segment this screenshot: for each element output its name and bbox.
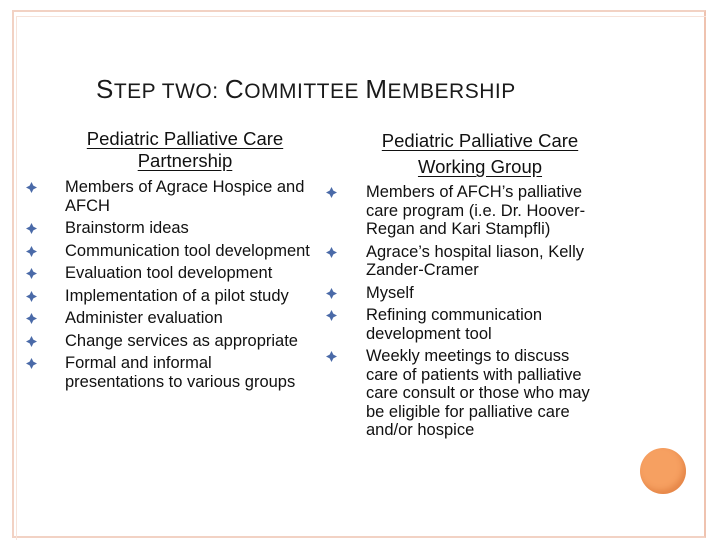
list-item: Formal and informal presentations to various groups	[22, 354, 312, 391]
list-item: Myself	[322, 284, 597, 303]
list-item: Weekly meetings to discuss care of patients with palliative care consult or those who may be eligible for palliative care and/or hospice	[322, 347, 597, 440]
left-column-heading: Pediatric Palliative Care Partnership	[86, 128, 284, 171]
diamond-bullet-icon	[26, 358, 37, 369]
list-item: Communication tool development	[22, 242, 312, 261]
list-item: Agrace’s hospital liason, Kelly Zander-Cramer	[322, 243, 597, 280]
left-bullet-list	[22, 178, 312, 395]
list-item: Members of AFCH’s palliative care program (i.e. Dr. Hoover-Regan and Kari Stampfli)	[322, 183, 597, 239]
diamond-bullet-icon	[326, 187, 337, 198]
diamond-bullet-icon	[26, 268, 37, 279]
right-bullet-list	[322, 183, 597, 444]
list-item: Implementation of a pilot study	[22, 287, 312, 306]
diamond-bullet-icon	[26, 291, 37, 302]
orange-circle-icon	[640, 448, 686, 494]
diamond-bullet-icon	[326, 288, 337, 299]
diamond-bullet-icon	[26, 223, 37, 234]
slide-title: STEP TWO: COMMITTEE MEMBERSHIP	[96, 74, 516, 104]
diamond-bullet-icon	[26, 182, 37, 193]
list-item: Administer evaluation	[22, 309, 312, 328]
right-column-heading: Pediatric Palliative Care Working Group	[381, 130, 579, 177]
list-item: Brainstorm ideas	[22, 219, 312, 238]
list-item: Members of Agrace Hospice and AFCH	[22, 178, 312, 215]
diamond-bullet-icon	[26, 313, 37, 324]
list-item: Evaluation tool development	[22, 264, 312, 283]
diamond-bullet-icon	[326, 310, 337, 321]
list-item: Refining communication development tool	[322, 306, 597, 343]
diamond-bullet-icon	[26, 336, 37, 347]
diamond-bullet-icon	[326, 351, 337, 362]
diamond-bullet-icon	[326, 247, 337, 258]
list-item: Change services as appropriate	[22, 332, 312, 351]
diamond-bullet-icon	[26, 246, 37, 257]
